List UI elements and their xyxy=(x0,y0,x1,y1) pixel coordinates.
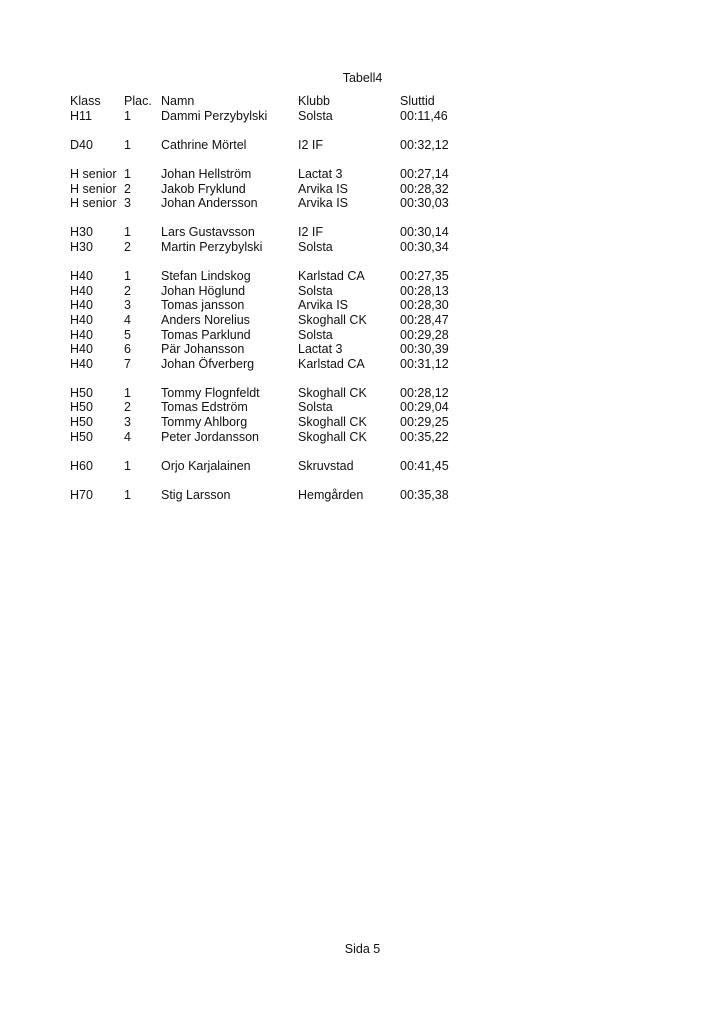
cell-klubb: Solsta xyxy=(298,239,333,254)
cell-klass: H50 xyxy=(70,385,93,400)
cell-sluttid: 00:35,38 xyxy=(400,488,449,503)
cell-plac: 3 xyxy=(124,298,131,313)
cell-klubb: Solsta xyxy=(298,108,333,123)
cell-klubb: Skoghall CK xyxy=(298,415,367,430)
cell-klass: H30 xyxy=(70,239,93,254)
cell-plac: 2 xyxy=(124,400,131,415)
cell-klubb: I2 IF xyxy=(298,137,324,152)
cell-klubb: Skruvstad xyxy=(298,458,354,473)
cell-klass: H40 xyxy=(70,283,93,298)
cell-klubb: Skoghall CK xyxy=(298,312,367,327)
cell-namn: Tommy Ahlborg xyxy=(161,415,248,430)
cell-klubb: Lactat 3 xyxy=(298,342,343,357)
cell-namn: Tomas Edström xyxy=(161,400,248,415)
cell-namn: Cathrine Mörtel xyxy=(161,137,247,152)
cell-plac: 2 xyxy=(124,283,131,298)
sheet-title: Tabell4 xyxy=(342,71,383,85)
cell-plac: 1 xyxy=(124,488,131,503)
cell-plac: 1 xyxy=(124,269,131,284)
cell-klass: H40 xyxy=(70,269,93,284)
cell-sluttid: 00:28,30 xyxy=(400,298,449,313)
cell-klubb: Hemgården xyxy=(298,488,364,503)
cell-sluttid: 00:35,22 xyxy=(400,429,449,444)
cell-sluttid: 00:41,45 xyxy=(400,458,449,473)
cell-namn: Johan Andersson xyxy=(161,196,258,211)
cell-klass: H50 xyxy=(70,415,93,430)
cell-klass: H60 xyxy=(70,458,93,473)
cell-sluttid: 00:29,25 xyxy=(400,415,449,430)
cell-sluttid: 00:29,04 xyxy=(400,400,449,415)
header-sluttid: Sluttid xyxy=(400,94,435,108)
cell-klubb: Lactat 3 xyxy=(298,166,343,181)
header-plac: Plac. xyxy=(124,94,152,108)
cell-plac: 4 xyxy=(124,312,131,327)
cell-namn: Stefan Lindskog xyxy=(161,269,251,284)
cell-plac: 5 xyxy=(124,327,131,342)
cell-sluttid: 00:29,28 xyxy=(400,327,449,342)
cell-plac: 7 xyxy=(124,356,131,371)
cell-sluttid: 00:28,47 xyxy=(400,312,449,327)
cell-sluttid: 00:32,12 xyxy=(400,137,449,152)
cell-klass: H senior xyxy=(70,196,117,211)
cell-sluttid: 00:11,46 xyxy=(400,108,448,123)
cell-klubb: Arvika IS xyxy=(298,196,349,211)
cell-klass: H40 xyxy=(70,298,93,313)
cell-klass: D40 xyxy=(70,137,93,152)
cell-namn: Pär Johansson xyxy=(161,342,245,357)
cell-sluttid: 00:30,03 xyxy=(400,196,449,211)
cell-klass: H30 xyxy=(70,225,93,240)
cell-klubb: Skoghall CK xyxy=(298,429,367,444)
cell-klass: H50 xyxy=(70,400,93,415)
cell-namn: Lars Gustavsson xyxy=(161,225,255,240)
cell-plac: 1 xyxy=(124,166,131,181)
cell-sluttid: 00:30,39 xyxy=(400,342,449,357)
cell-namn: Stig Larsson xyxy=(161,488,231,503)
cell-namn: Tomas jansson xyxy=(161,298,245,313)
cell-plac: 6 xyxy=(124,342,131,357)
header-klass: Klass xyxy=(70,94,101,108)
cell-klass: H40 xyxy=(70,356,93,371)
cell-namn: Tommy Flognfeldt xyxy=(161,385,260,400)
cell-klubb: Solsta xyxy=(298,400,333,415)
cell-klass: H50 xyxy=(70,429,93,444)
cell-plac: 1 xyxy=(124,225,131,240)
cell-klass: H40 xyxy=(70,327,93,342)
cell-sluttid: 00:30,34 xyxy=(400,239,449,254)
page-footer: Sida 5 xyxy=(344,942,381,956)
cell-plac: 4 xyxy=(124,429,131,444)
cell-klass: H senior xyxy=(70,166,117,181)
cell-plac: 1 xyxy=(124,385,131,400)
cell-plac: 3 xyxy=(124,415,131,430)
cell-klass: H senior xyxy=(70,181,117,196)
cell-klass: H40 xyxy=(70,312,93,327)
cell-klass: H11 xyxy=(70,108,93,123)
cell-namn: Jakob Fryklund xyxy=(161,181,246,196)
cell-klass: H40 xyxy=(70,342,93,357)
cell-namn: Peter Jordansson xyxy=(161,429,259,444)
cell-sluttid: 00:28,12 xyxy=(400,385,449,400)
cell-klubb: Arvika IS xyxy=(298,181,349,196)
cell-klass: H70 xyxy=(70,488,93,503)
cell-klubb: Karlstad CA xyxy=(298,269,365,284)
cell-namn: Johan Höglund xyxy=(161,283,246,298)
cell-namn: Johan Öfverberg xyxy=(161,356,255,371)
cell-klubb: Karlstad CA xyxy=(298,356,365,371)
cell-klubb: Solsta xyxy=(298,327,333,342)
cell-sluttid: 00:30,14 xyxy=(400,225,449,240)
cell-klubb: Solsta xyxy=(298,283,333,298)
header-klubb: Klubb xyxy=(298,94,330,108)
header-namn: Namn xyxy=(161,94,195,108)
cell-plac: 1 xyxy=(124,108,131,123)
cell-namn: Tomas Parklund xyxy=(161,327,251,342)
cell-klubb: Skoghall CK xyxy=(298,385,367,400)
cell-sluttid: 00:28,32 xyxy=(400,181,449,196)
cell-klubb: Arvika IS xyxy=(298,298,349,313)
cell-sluttid: 00:27,14 xyxy=(400,166,449,181)
cell-plac: 1 xyxy=(124,137,131,152)
cell-sluttid: 00:31,12 xyxy=(400,356,449,371)
cell-namn: Johan Hellström xyxy=(161,166,252,181)
cell-sluttid: 00:28,13 xyxy=(400,283,449,298)
cell-namn: Orjo Karjalainen xyxy=(161,458,251,473)
cell-sluttid: 00:27,35 xyxy=(400,269,449,284)
cell-plac: 1 xyxy=(124,458,131,473)
cell-plac: 2 xyxy=(124,181,131,196)
cell-namn: Anders Norelius xyxy=(161,312,250,327)
cell-namn: Dammi Perzybylski xyxy=(161,108,268,123)
cell-namn: Martin Perzybylski xyxy=(161,239,263,254)
cell-plac: 2 xyxy=(124,239,131,254)
cell-klubb: I2 IF xyxy=(298,225,324,240)
cell-plac: 3 xyxy=(124,196,131,211)
